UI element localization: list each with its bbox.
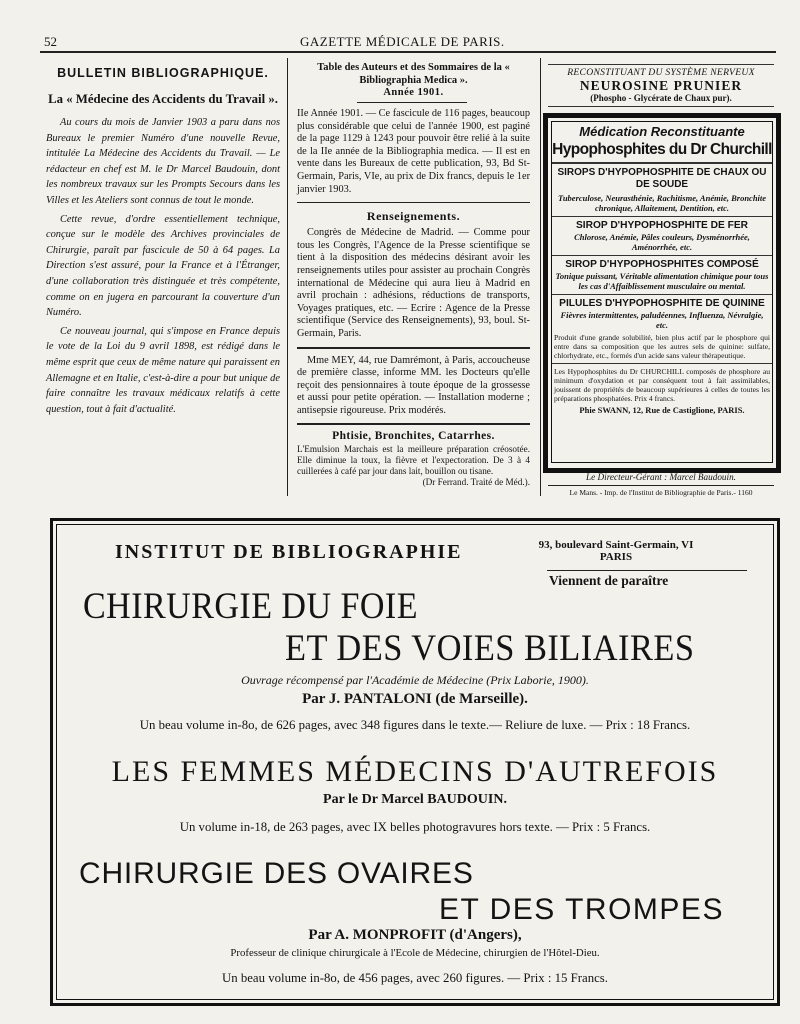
section-note: Produit d'une grande solubilité, bien plus actif par le phosphore qui entre dans sa composition que les autres sels de quinine: sulfate, chlorhydrate, etc., formés d'un acide sans valeur thérapeutique. xyxy=(554,333,770,360)
section-text: Chlorose, Anémie, Pâles couleurs, Dysménorrhée, Aménorrhée, etc. xyxy=(574,232,750,252)
paragraph: Au cours du mois de Janvier 1903 a paru dans nos Bureaux le premier Numéro d'une nouvelle Revue, intitulée La Médecine des Accidents du Travail. — Le rédacteur en chef est M. le Dr Marcel Baudouin, dont les nombreux travaux sur les Prompts Secours dans les Villes et les Ateliers sont connus de tout le monde. xyxy=(46,117,280,206)
column-divider-left xyxy=(287,58,288,496)
article-title: La « Médecine des Accidents du Travail ». xyxy=(48,92,278,106)
book1-title-a: CHIRURGIE DU FOIE xyxy=(83,586,418,627)
section-text: Les Hypophosphites du Dr CHURCHILL composés de phosphore au minimum d'oxydation et par conséquent tout à fait assimilables, jouissent de propriétés de beaucoup supérieures à celles de toutes les préparations phosphatées. Prix 4 francs. xyxy=(554,367,770,403)
book3-description: Un beau volume in-8o, de 456 pages, avec 260 figures. — Prix : 15 Francs. xyxy=(222,971,608,985)
divider xyxy=(548,485,774,486)
section-text: Tuberculose, Neurasthénie, Rachitisme, Anémie, Bronchite chronique, Allaitement, Dentition, etc. xyxy=(557,193,767,213)
divider xyxy=(297,202,530,203)
table-year: Année 1901. xyxy=(383,87,444,98)
section-heading: SIROPS D'HYPOPHOSPHITE DE CHAUX OU DE SOUDE xyxy=(557,167,767,190)
churchill-inner xyxy=(551,121,773,463)
institut-address xyxy=(521,539,711,563)
divider xyxy=(357,102,467,103)
neurosine-sub: (Phospho - Glycérate de Chaux pur). xyxy=(590,93,732,103)
viennent-de-paraitre: Viennent de paraître xyxy=(549,573,669,588)
phtisie-source: (Dr Ferrand. Traité de Méd.). xyxy=(422,477,530,488)
ad-section-quinine xyxy=(552,294,772,363)
book1-description: Un beau volume in-8o, de 626 pages, avec 348 figures dans le texte.— Reliure de luxe. — Prix : 18 Francs. xyxy=(139,718,691,732)
mey-notice: Mme MEY, 44, rue Damrémont, à Paris, accoucheuse de première classe, informe MM. les Docteurs qu'elle reçoit des pensionnaires à toute époque de la grossesse et aussi pour petite opération. — Installation moderne ; antisepsie rigoureuse. Prix modérés. xyxy=(297,354,530,416)
divider xyxy=(297,423,530,425)
directeur-gerant: Le Directeur-Gérant : Marcel Baudouin. xyxy=(586,472,736,482)
ad-section-compose xyxy=(552,255,772,294)
paragraph: Ce nouveau journal, qui s'impose en France depuis le vote de la Loi du 9 avril 1898, est rédigé dans le même esprit que ceux de même nature qui paraissent en Allemagne et en Italie, c'est-à-dire a pour but unique de faire connaître les travaux médicaux relatifs à cette question, tout à fait d'actualité. xyxy=(46,325,280,415)
table-text: IIe Année 1901. — Ce fascicule de 116 pages, beaucoup plus considérable que celui de l'année 1900, est paginé de la page 1129 à 1243 pour pouvoir être relié à la suite de la IIe année de la Bibliographia medica. — Il est en vente dans les Bureaux de cette publication, 93, Bd St-Germain, Paris, VIe, au prix de Dix francs, depuis le 1er janvier 1903. xyxy=(297,108,530,195)
institut-ad-inner xyxy=(56,524,774,1000)
column-divider-right xyxy=(540,58,541,496)
ad-section-chaux xyxy=(552,163,772,216)
journal-title: GAZETTE MÉDICALE DE PARIS. xyxy=(300,34,505,49)
phtisie-body: L'Emulsion Marchais est la meilleure préparation créosotée. Elle diminue la toux, la fièvre et l'expectoration. De 3 à 4 cuillerées à café par jour dans lait, bouillon ou tisane. xyxy=(297,444,530,477)
book2-author: Par le Dr Marcel BAUDOUIN. xyxy=(323,792,507,807)
divider xyxy=(297,347,530,349)
ad-heading: Médication Reconstituante xyxy=(579,124,745,139)
book3-role: Professeur de clinique chirurgicale à l'Ecole de Médecine, chirurgien de l'Hôtel-Dieu. xyxy=(230,947,600,959)
neurosine-ad xyxy=(548,64,774,107)
churchill-ad xyxy=(543,113,781,473)
section-heading: PILULES D'HYPOPHOSPHITE DE QUININE xyxy=(559,298,765,309)
book1-title-b: ET DES VOIES BILIAIRES xyxy=(285,628,695,669)
neurosine-top: RECONSTITUANT DU SYSTÈME NERVEUX xyxy=(567,67,755,78)
section-heading: SIROP D'HYPOPHOSPHITE DE FER xyxy=(575,220,749,231)
section-text: Tonique puissant, Véritable alimentation chimique pour tous les cas d'Affaiblissement musculaire ou mental. xyxy=(555,271,769,291)
book1-author: Par J. PANTALONI (de Marseille). xyxy=(302,691,528,707)
book2-title: LES FEMMES MÉDECINS D'AUTREFOIS xyxy=(111,755,719,788)
section-text: Fièvres intermittentes, paludéennes, Influenza, Névralgie, etc. xyxy=(560,310,764,330)
neurosine-name: NEUROSINE PRUNIER xyxy=(579,78,743,93)
ad-section-churchill xyxy=(552,363,772,418)
renseignements-title: Renseignements. xyxy=(366,209,461,224)
renseignements-text: Congrès de Médecine de Madrid. — Comme pour tous les Congrès, l'Agence de la Presse scientifique se tient à la disposition des médecins désirant avoir les renseignements utiles pour assister au prochain Congrès international de Médecine qui aura lieu à Madrid en avril prochain : adhésions, réductions de transports, Voyages pratiques, etc. — Ecrire : Agence de la Presse scientifique (Service des Renseignements), 93, boul. St-Germain, Paris. xyxy=(297,227,530,339)
book3-title-b: ET DES TROMPES xyxy=(439,893,724,926)
institut-name: INSTITUT DE BIBLIOGRAPHIE xyxy=(115,541,463,563)
book2-description: Un volume in-18, de 263 pages, avec IX belles photogravures hors texte. — Prix : 5 Francs. xyxy=(179,820,651,834)
institut-ad xyxy=(50,518,780,1006)
phtisie-title: Phtisie, Bronchites, Catarrhes. xyxy=(332,430,495,443)
book3-title-a: CHIRURGIE DES OVAIRES xyxy=(79,857,474,890)
paragraph: Cette revue, d'ordre essentiellement technique, conçue sur le modèle des Archives provinciales de Chirurgie, paraît par fascicule de 50 à 64 pages. La Direction s'est assuré, pour la France et à l'Étranger, d'une collaboration très distinguée et très compétente, comme on en jugera en parcourant la couverture d'un Numéro. xyxy=(46,213,280,319)
book3-author: Par A. MONPROFIT (d'Angers), xyxy=(308,927,522,943)
notices-column xyxy=(297,62,530,488)
section-heading: SIROP D'HYPOPHOSPHITES COMPOSÉ xyxy=(565,259,759,270)
pharmacy-address: Phie SWANN, 12, Rue de Castiglione, PARIS. xyxy=(579,405,745,415)
section-title: BULLETIN BIBLIOGRAPHIQUE. xyxy=(57,66,269,80)
header-rule xyxy=(40,51,776,53)
address-line: PARIS xyxy=(599,551,633,563)
divider xyxy=(547,570,747,571)
phtisie-text xyxy=(297,444,530,488)
bulletin-column xyxy=(46,66,280,417)
ad-section-fer xyxy=(552,216,772,255)
book1-award: Ouvrage récompensé par l'Académie de Médecine (Prix Laborie, 1900). xyxy=(241,673,589,687)
table-title: Table des Auteurs et des Sommaires de la « Bibliographia Medica ». xyxy=(317,62,510,86)
page-number: 52 xyxy=(44,34,57,49)
ad-brand: Hypophosphites du Dr Churchill xyxy=(552,140,772,163)
address-line: 93, boulevard Saint-Germain, VI xyxy=(538,539,694,551)
imprimerie-line: Le Mans. - Imp. de l'Institut de Bibliographie de Paris.- 1160 xyxy=(569,488,753,497)
